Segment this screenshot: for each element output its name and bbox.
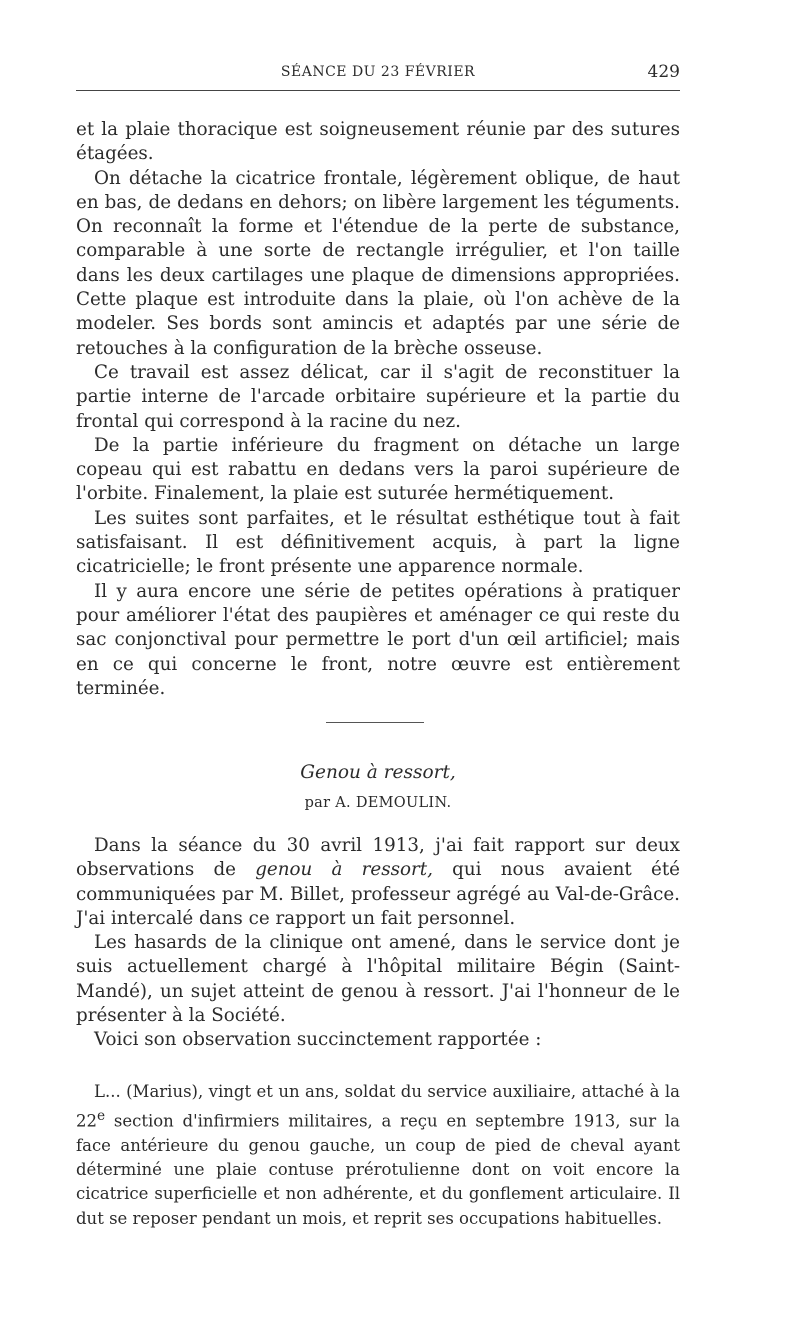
paragraph: On détache la cicatrice frontale, légèrement oblique, de haut en bas, de dedans en dehors; on libère largement les téguments. On reconnaît la forme et l'étendue de la perte de substance, comparable à une sorte de rectangle irrégulier, et l'on taille dans les deux cartilages une plaque de dimensions appropriées. Cette plaque est introduite dans la plaie, où l'on achève de la modeler. Ses bords sont amincis et adaptés par une série de retouches à la configuration de la brèche osseuse.: [76, 167, 680, 359]
paragraph: et la plaie thoracique est soigneusement réunie par des sutures étagées.: [76, 119, 680, 165]
paragraph: Ce travail est assez délicat, car il s'agit de reconstituer la partie interne de l'arcade orbitaire supérieure et la partie du frontal qui correspond à la racine du nez.: [76, 361, 680, 432]
article-title: Genou à ressort,: [300, 762, 456, 783]
article-body: [76, 834, 680, 1053]
article-author: par A. DEMOULIN.: [304, 795, 452, 811]
observation-text: [76, 1080, 680, 1231]
superscript: e: [97, 1108, 106, 1125]
text-run: section d'infirmiers militaires, a reçu en septembre 1913, sur la face antérieure du genou gauche, un coup de pied de cheval ayant déterminé une plaie contuse prérotulienne dont on voit encore la cicatrice superficielle et non adhérente, et du gonflement articulaire. Il dut se reposer pendant un mois, et reprit ses occupations habituelles.: [76, 1111, 680, 1228]
paragraph: Il y aura encore une série de petites opérations à pratiquer pour améliorer l'état des paupières et aménager ce qui reste du sac conjonctival pour permettre le port d'un œil artificiel; mais en ce qui concerne le front, notre œuvre est entièrement terminée.: [76, 580, 680, 699]
paragraph: Voici son observation succinctement rapportée :: [94, 1029, 542, 1051]
emphasis: genou à ressort,: [255, 859, 433, 881]
paragraph: Les hasards de la clinique ont amené, dans le service dont je suis actuellement chargé à l'hôpital militaire Bégin (Saint-Mandé), un sujet atteint de genou à ressort. J'ai l'honneur de le présenter à la Société.: [76, 932, 680, 1027]
text-run: L... (Marius), vingt et un ans, soldat du service auxiliaire, attaché à la 22: [76, 1082, 680, 1131]
paragraph: Les suites sont parfaites, et le résultat esthétique tout à fait satisfaisant. Il est définitivement acquis, à part la ligne cicatricielle; le front présente une apparence normale.: [76, 507, 680, 578]
text-run: Dans la séance du 30 avril 1913, j'ai fait rapport sur deux observations de: [76, 835, 680, 881]
paragraph: [76, 1080, 680, 1231]
page-number: 429: [647, 62, 680, 82]
section-divider: [326, 722, 424, 723]
paragraph: De la partie inférieure du fragment on détache un large copeau qui est rabattu en dedans vers la paroi supérieure de l'orbite. Finalement, la plaie est suturée hermétiquement.: [76, 434, 680, 505]
paragraph: [76, 834, 680, 931]
continued-text: [76, 118, 680, 701]
running-title: SÉANCE DU 23 FÉVRIER: [280, 64, 476, 80]
running-header: [76, 60, 680, 91]
text-run: qui nous avaient été communiquées par M. Billet, professeur agrégé au Val-de-Grâce. J'ai intercalé dans ce rapport un fait personnel.: [76, 859, 681, 929]
